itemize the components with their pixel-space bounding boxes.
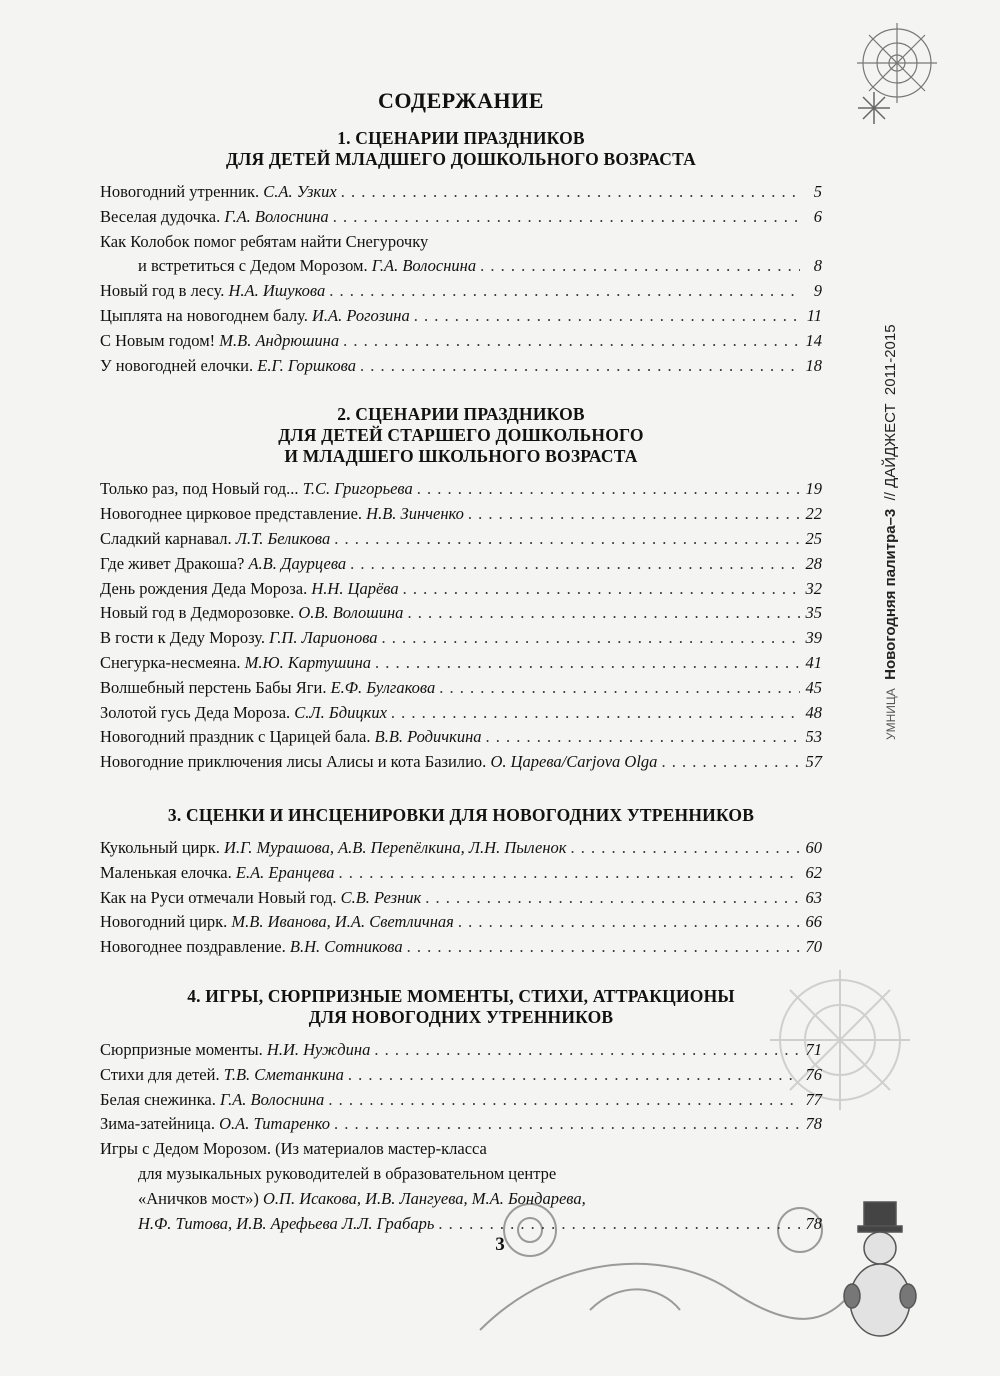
toc-entry[interactable]: Только раз, под Новый год... Т.С. Григорьева . . . 19 xyxy=(100,477,822,502)
toc-entry[interactable]: Золотой гусь Деда Мороза. С.Л. Бдицких . . . 48 xyxy=(100,701,822,726)
years-label: 2011-2015 xyxy=(882,324,899,396)
series-title: Новогодняя палитра–3 xyxy=(882,508,899,680)
small-snowflake-icon xyxy=(856,90,892,126)
toc-entry[interactable]: Н.Ф. Титова, И.В. Арефьева Л.Л. Грабарь . . . 78 xyxy=(100,1212,822,1237)
toc-entry[interactable]: Новый год в лесу. Н.А. Ишукова . . . 9 xyxy=(100,279,822,304)
toc-entry[interactable]: и встретиться с Дедом Морозом. Г.А. Волоснина . . . 8 xyxy=(100,254,822,279)
toc-entry-lead-line: Игры с Дедом Морозом. (Из материалов мастер-класса xyxy=(100,1139,487,1159)
running-title-sidebar xyxy=(862,180,902,740)
toc-entry[interactable]: День рождения Деда Мороза. Н.Н. Царёва . . . 32 xyxy=(100,577,822,602)
toc-entry-lead-line: «Аничков мост») О.П. Исакова, И.В. Лангуева, М.А. Бондарева, xyxy=(138,1188,586,1208)
toc-entry[interactable]: Стихи для детей. Т.В. Сметанкина . . . 76 xyxy=(100,1063,822,1088)
toc-entry[interactable]: Кукольный цирк. И.Г. Мурашова, А.В. Перепёлкина, Л.Н. Пыленок . . . 60 xyxy=(100,836,822,861)
toc-entry[interactable]: В гости к Деду Морозу. Г.П. Ларионова . . . 39 xyxy=(100,626,822,651)
toc-entry[interactable]: Сюрпризные моменты. Н.И. Нуждина . . . 71 xyxy=(100,1038,822,1063)
section-heading: 2. СЦЕНАРИИ ПРАЗДНИКОВ ДЛЯ ДЕТЕЙ СТАРШЕГО ДОШКОЛЬНОГО И МЛАДШЕГО ШКОЛЬНОГО ВОЗРАСТА xyxy=(278,404,644,467)
section-heading: 3. СЦЕНКИ И ИНСЦЕНИРОВКИ ДЛЯ НОВОГОДНИХ УТРЕННИКОВ xyxy=(167,804,755,825)
page-number: 3 xyxy=(495,1234,505,1255)
toc-entry[interactable]: Где живет Дракоша? А.В. Даурцева . . . 28 xyxy=(100,552,822,577)
toc-section-4 xyxy=(100,986,822,1236)
toc-entry[interactable]: Новый год в Дедморозовке. О.В. Волошина . . . 35 xyxy=(100,601,822,626)
toc-entry[interactable]: У новогодней елочки. Е.Г. Горшкова . . . 18 xyxy=(100,354,822,379)
toc-entry[interactable]: Цыплята на новогоднем балу. И.А. Рогозина . . . 11 xyxy=(100,304,822,329)
toc-section-3 xyxy=(100,805,822,960)
toc-entry[interactable]: Новогодний цирк. М.В. Иванова, И.А. Светличная . . . 66 xyxy=(100,910,822,935)
toc-entry[interactable]: Новогодние приключения лисы Алисы и кота Базилио. О. Царева/Carjova Olga . . . 57 xyxy=(100,750,822,775)
toc-entry[interactable]: Новогодний утренник. С.А. Узких . . . 5 xyxy=(100,180,822,205)
toc-entry[interactable]: Сладкий карнавал. Л.Т. Беликова . . . 25 xyxy=(100,527,822,552)
toc-entry[interactable]: Маленькая елочка. Е.А. Еранцева . . . 62 xyxy=(100,861,822,886)
snowflake-ornament-icon xyxy=(852,18,942,108)
digest-label: // ДАЙДЖЕСТ xyxy=(882,403,899,501)
toc-section-1 xyxy=(100,128,822,378)
page-title: СОДЕРЖАНИЕ xyxy=(378,88,544,113)
snowman-icon xyxy=(840,1200,920,1350)
toc-entry[interactable]: Новогодний праздник с Царицей бала. В.В. Родичкина . . . 53 xyxy=(100,725,822,750)
toc-entry-lead-line: для музыкальных руководителей в образовательном центре xyxy=(138,1163,557,1183)
toc-entry[interactable]: С Новым годом! М.В. Андрюшина . . . 14 xyxy=(100,329,822,354)
toc-entry[interactable]: Как на Руси отмечали Новый год. С.В. Резник . . . 63 xyxy=(100,886,822,911)
toc-entry[interactable]: Волшебный перстень Бабы Яги. Е.Ф. Булгакова . . . 45 xyxy=(100,676,822,701)
toc-entry[interactable]: Новогоднее поздравление. В.Н. Сотникова . . . 70 xyxy=(100,935,822,960)
toc-section-2 xyxy=(100,404,822,775)
publisher-logo: УМНИЦА xyxy=(884,688,898,740)
toc-entry-lead-line: Как Колобок помог ребятам найти Снегурочку xyxy=(100,231,429,251)
toc-entry[interactable]: Веселая дудочка. Г.А. Волоснина . . . 6 xyxy=(100,205,822,230)
toc-entry[interactable]: Белая снежинка. Г.А. Волоснина . . . 77 xyxy=(100,1088,822,1113)
table-of-contents xyxy=(100,88,822,1254)
toc-entry[interactable]: Снегурка-несмеяна. М.Ю. Картушина . . . 41 xyxy=(100,651,822,676)
toc-entry[interactable]: Зима-затейница. О.А. Титаренко . . . 78 xyxy=(100,1112,822,1137)
section-heading: 1. СЦЕНАРИИ ПРАЗДНИКОВ ДЛЯ ДЕТЕЙ МЛАДШЕГО ДОШКОЛЬНОГО ВОЗРАСТА xyxy=(226,128,696,169)
toc-entry[interactable]: Новогоднее цирковое представление. Н.В. Зинченко . . . 22 xyxy=(100,502,822,527)
section-heading: 4. ИГРЫ, СЮРПРИЗНЫЕ МОМЕНТЫ, СТИХИ, АТТРАКЦИОНЫ ДЛЯ НОВОГОДНИХ УТРЕННИКОВ xyxy=(187,985,735,1027)
